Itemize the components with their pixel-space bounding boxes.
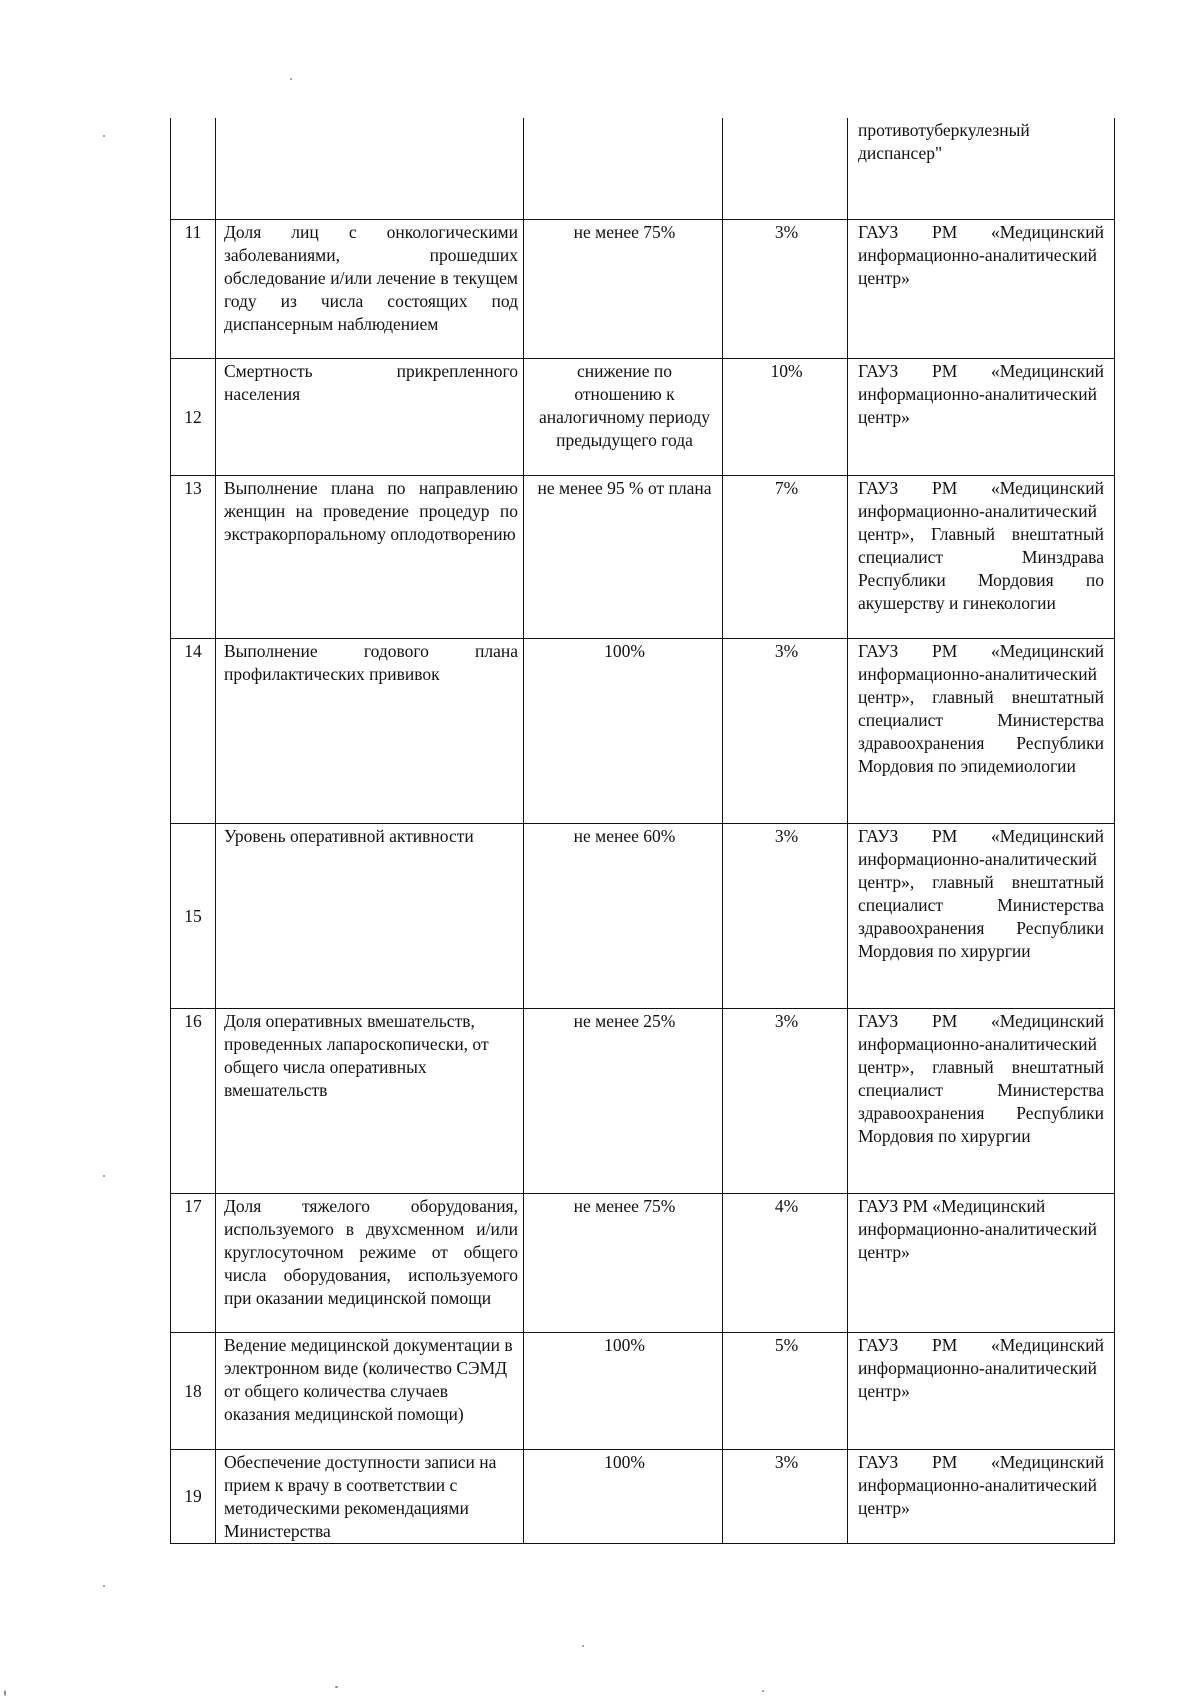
row-number: 11 [171,219,216,358]
indicator-name: Ведение медицинской документации в электронном виде (количество СЭМД от общего количества случаев оказания медицинской помощи) [216,1332,524,1449]
table-row [171,823,1115,1008]
indicator-name: Выполнение плана по направлению женщин на проведение процедур по экстракорпоральному оплодотворению [216,475,524,638]
data-source: ГАУЗ РМ «Медицинский информационно-аналитический центр», Главный внештатный специалист Минздрава Республики Мордовия по акушерству и гинекологии [848,475,1115,638]
data-source: ГАУЗ РМ «Медицинский информационно-аналитический центр» [848,1449,1115,1543]
row-number [171,118,216,219]
weight-percent: 10% [723,358,848,475]
indicator-name: Выполнение годового плана профилактических прививок [216,638,524,823]
target-value: не менее 75% [524,219,723,358]
row-number: 19 [171,1449,216,1543]
scan-speck [762,1690,764,1692]
weight-percent: 3% [723,1008,848,1193]
data-source: ГАУЗ РМ «Медицинский информационно-аналитический центр» [848,1332,1115,1449]
target-value: снижение по отношению к аналогичному периоду предыдущего года [524,358,723,475]
criteria-table [170,118,1115,1544]
table-row [171,638,1115,823]
weight-percent: 4% [723,1193,848,1332]
indicator-name: Уровень оперативной активности [216,823,524,1008]
table-row [171,219,1115,358]
scan-speck [335,1686,338,1688]
target-value: не менее 75% [524,1193,723,1332]
table-row [171,1008,1115,1193]
weight-percent: 5% [723,1332,848,1449]
data-source: ГАУЗ РМ «Медицинский информационно-аналитический центр», главный внештатный специалист Министерства здравоохранения Республики Мордовия по эпидемиологии [848,638,1115,823]
scan-speck [103,135,105,137]
scan-speck [582,1645,584,1647]
indicator-name: Доля лиц с онкологическими заболеваниями, прошедших обследование и/или лечение в текущем году из числа состоящих под диспансерным наблюдением [216,219,524,358]
row-number: 15 [171,823,216,1008]
data-source: ГАУЗ РМ «Медицинский информационно-аналитический центр» [848,1193,1115,1332]
data-source: ГАУЗ РМ «Медицинский информационно-аналитический центр», главный внештатный специалист Министерства здравоохранения Республики Мордовия по хирургии [848,823,1115,1008]
row-number: 14 [171,638,216,823]
indicator-name [216,118,524,219]
target-value: 100% [524,1332,723,1449]
scan-speck [103,1585,105,1587]
target-value [524,118,723,219]
row-number: 12 [171,358,216,475]
weight-percent: 3% [723,1449,848,1543]
weight-percent [723,118,848,219]
data-source: противотуберкулезный диспансер" [848,118,1115,219]
indicator-name: Смертность прикрепленного населения [216,358,524,475]
scan-speck [290,78,292,80]
target-value: не менее 95 % от плана [524,475,723,638]
table-row [171,1193,1115,1332]
data-source: ГАУЗ РМ «Медицинский информационно-аналитический центр» [848,358,1115,475]
table-row [171,1449,1115,1543]
row-number: 18 [171,1332,216,1449]
row-number: 13 [171,475,216,638]
table-row [171,1332,1115,1449]
row-number: 17 [171,1193,216,1332]
row-number: 16 [171,1008,216,1193]
scan-speck [103,1175,105,1177]
data-source: ГАУЗ РМ «Медицинский информационно-аналитический центр» [848,219,1115,358]
weight-percent: 7% [723,475,848,638]
target-value: не менее 25% [524,1008,723,1193]
data-source: ГАУЗ РМ «Медицинский информационно-аналитический центр», главный внештатный специалист Министерства здравоохранения Республики Мордовия по хирургии [848,1008,1115,1193]
target-value: не менее 60% [524,823,723,1008]
weight-percent: 3% [723,823,848,1008]
target-value: 100% [524,1449,723,1543]
indicator-name: Доля оперативных вмешательств, проведенных лапароскопически, от общего числа оперативных вмешательств [216,1008,524,1193]
table-row [171,475,1115,638]
table-row [171,358,1115,475]
indicator-name: Обеспечение доступности записи на прием к врачу в соответствии с методическими рекомендациями Министерства [216,1449,524,1543]
target-value: 100% [524,638,723,823]
table-row [171,118,1115,219]
indicator-name: Доля тяжелого оборудования, используемого в двухсменном и/или круглосуточном режиме от общего числа оборудования, используемого при оказании медицинской помощи [216,1193,524,1332]
weight-percent: 3% [723,638,848,823]
scan-speck [4,1690,6,1696]
weight-percent: 3% [723,219,848,358]
